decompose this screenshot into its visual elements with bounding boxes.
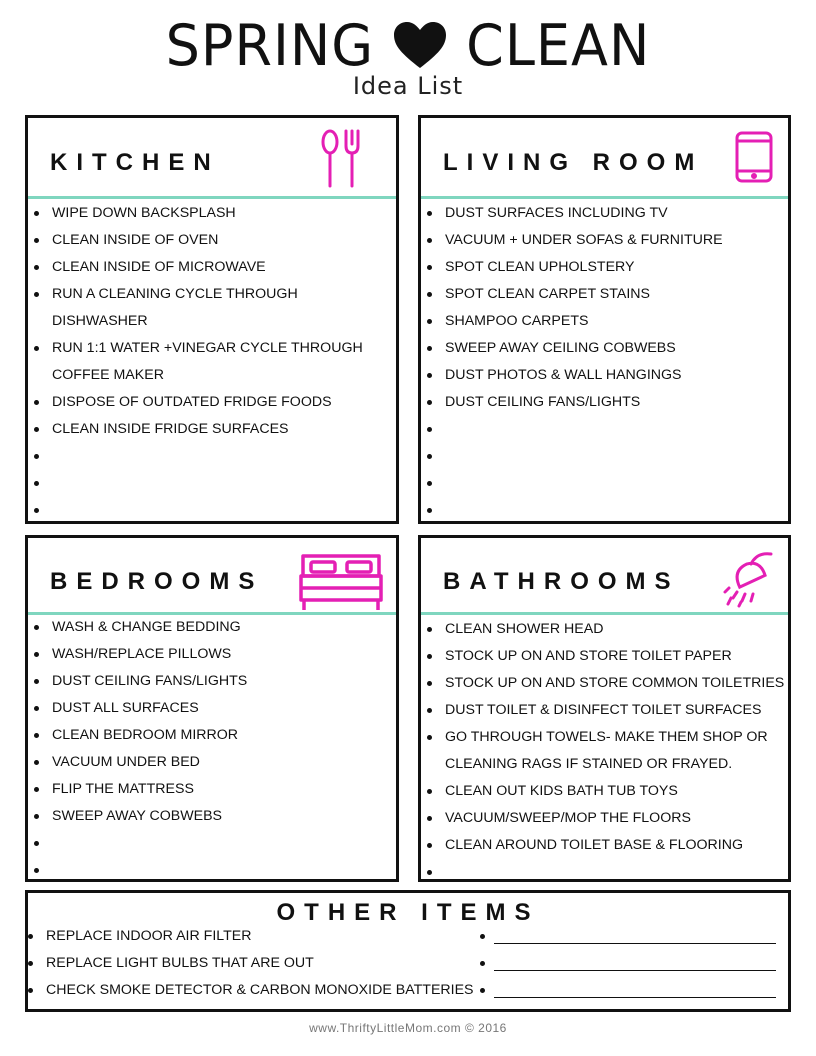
other-items-list <box>22 923 482 1004</box>
heart-icon <box>392 20 448 70</box>
list-item-continuation: COFFEE MAKER <box>52 367 164 383</box>
list-item: DUST SURFACES INCLUDING TV <box>421 200 788 227</box>
blank-write-line <box>494 943 776 944</box>
list-item: VACUUM/SWEEP/MOP THE FLOORS <box>421 805 788 832</box>
list-item: DUST ALL SURFACES <box>28 695 396 722</box>
bathrooms-panel <box>418 535 791 882</box>
list-item: STOCK UP ON AND STORE COMMON TOILETRIES <box>421 670 788 697</box>
list-item: CLEAN SHOWER HEAD <box>421 616 788 643</box>
list-item: CLEAN AROUND TOILET BASE & FLOORING <box>421 832 788 859</box>
list-item-empty <box>28 497 396 524</box>
list-item: CLEAN INSIDE OF MICROWAVE <box>28 254 396 281</box>
list-item-empty <box>421 859 788 886</box>
bed-icon <box>298 552 384 619</box>
list-item: CLEAN INSIDE FRIDGE SURFACES <box>28 416 396 443</box>
kitchen-list <box>28 200 396 524</box>
list-item: SHAMPOO CARPETS <box>421 308 788 335</box>
list-item: RUN A CLEANING CYCLE THROUGH <box>28 281 396 308</box>
bathrooms-title: BATHROOMS <box>443 568 680 595</box>
list-item: WASH/REPLACE PILLOWS <box>28 641 396 668</box>
list-item-empty <box>421 443 788 470</box>
other-items-panel <box>25 890 791 1012</box>
bathrooms-list <box>421 616 788 886</box>
bathrooms-divider <box>421 612 788 615</box>
list-item: DUST CEILING FANS/LIGHTS <box>421 389 788 416</box>
blank-write-line <box>494 997 776 998</box>
other-items-title: OTHER ITEMS <box>276 899 540 926</box>
kitchen-header <box>28 118 396 198</box>
list-item-continuation: CLEANING RAGS IF STAINED OR FRAYED. <box>445 756 733 772</box>
living-room-list <box>421 200 788 524</box>
list-item: SPOT CLEAN UPHOLSTERY <box>421 254 788 281</box>
list-item: WIPE DOWN BACKSPLASH <box>28 200 396 227</box>
footer-credit: www.ThriftyLittleMom.com © 2016 <box>309 1021 507 1035</box>
fork-spoon-icon <box>320 128 364 195</box>
list-item: RUN 1:1 WATER +VINEGAR CYCLE THROUGH <box>28 335 396 362</box>
list-item: STOCK UP ON AND STORE TOILET PAPER <box>421 643 788 670</box>
other-items-blank-list <box>474 923 784 1004</box>
bedrooms-list <box>28 614 396 884</box>
list-item: SPOT CLEAN CARPET STAINS <box>421 281 788 308</box>
list-item-empty <box>28 443 396 470</box>
list-item: DUST TOILET & DISINFECT TOILET SURFACES <box>421 697 788 724</box>
list-item: VACUUM UNDER BED <box>28 749 396 776</box>
list-item: DUST CEILING FANS/LIGHTS <box>28 668 396 695</box>
list-item: FLIP THE MATTRESS <box>28 776 396 803</box>
list-item-empty <box>28 470 396 497</box>
list-item-empty <box>28 857 396 884</box>
kitchen-title: KITCHEN <box>50 149 220 176</box>
list-item-empty <box>421 416 788 443</box>
list-item-empty <box>28 830 396 857</box>
list-item: REPLACE INDOOR AIR FILTER <box>22 923 482 950</box>
list-item: DISPOSE OF OUTDATED FRIDGE FOODS <box>28 389 396 416</box>
bedrooms-header <box>28 538 396 618</box>
list-item: GO THROUGH TOWELS- MAKE THEM SHOP OR <box>421 724 788 751</box>
list-item-empty <box>421 497 788 524</box>
list-item: SWEEP AWAY COBWEBS <box>28 803 396 830</box>
list-item: CHECK SMOKE DETECTOR & CARBON MONOXIDE BATTERIES <box>22 977 482 1004</box>
list-item-continuation: DISHWASHER <box>52 313 148 329</box>
list-item: SWEEP AWAY CEILING COBWEBS <box>421 335 788 362</box>
title-spring: SPRING <box>165 11 375 79</box>
living-room-title: LIVING ROOM <box>443 149 704 176</box>
tablet-icon <box>734 130 774 189</box>
living-room-panel <box>418 115 791 524</box>
list-item: CLEAN INSIDE OF OVEN <box>28 227 396 254</box>
bedrooms-panel <box>25 535 399 882</box>
list-item: DUST PHOTOS & WALL HANGINGS <box>421 362 788 389</box>
shower-head-icon <box>721 546 777 613</box>
list-item-empty <box>421 470 788 497</box>
bedrooms-title: BEDROOMS <box>50 568 264 595</box>
living-room-divider <box>421 196 788 199</box>
bathrooms-header <box>421 538 788 618</box>
list-item: CLEAN BEDROOM MIRROR <box>28 722 396 749</box>
living-room-header <box>421 118 788 198</box>
list-item: REPLACE LIGHT BULBS THAT ARE OUT <box>22 950 482 977</box>
list-item: WASH & CHANGE BEDDING <box>28 614 396 641</box>
list-item-empty <box>474 950 784 977</box>
title-clean: CLEAN <box>466 11 651 79</box>
page-subtitle: Idea List <box>352 72 464 100</box>
kitchen-divider <box>28 196 396 199</box>
list-item: VACUUM + UNDER SOFAS & FURNITURE <box>421 227 788 254</box>
list-item: CLEAN OUT KIDS BATH TUB TOYS <box>421 778 788 805</box>
list-item-empty <box>474 977 784 1004</box>
kitchen-panel <box>25 115 399 524</box>
blank-write-line <box>494 970 776 971</box>
page-title <box>0 11 816 79</box>
list-item-empty <box>474 923 784 950</box>
